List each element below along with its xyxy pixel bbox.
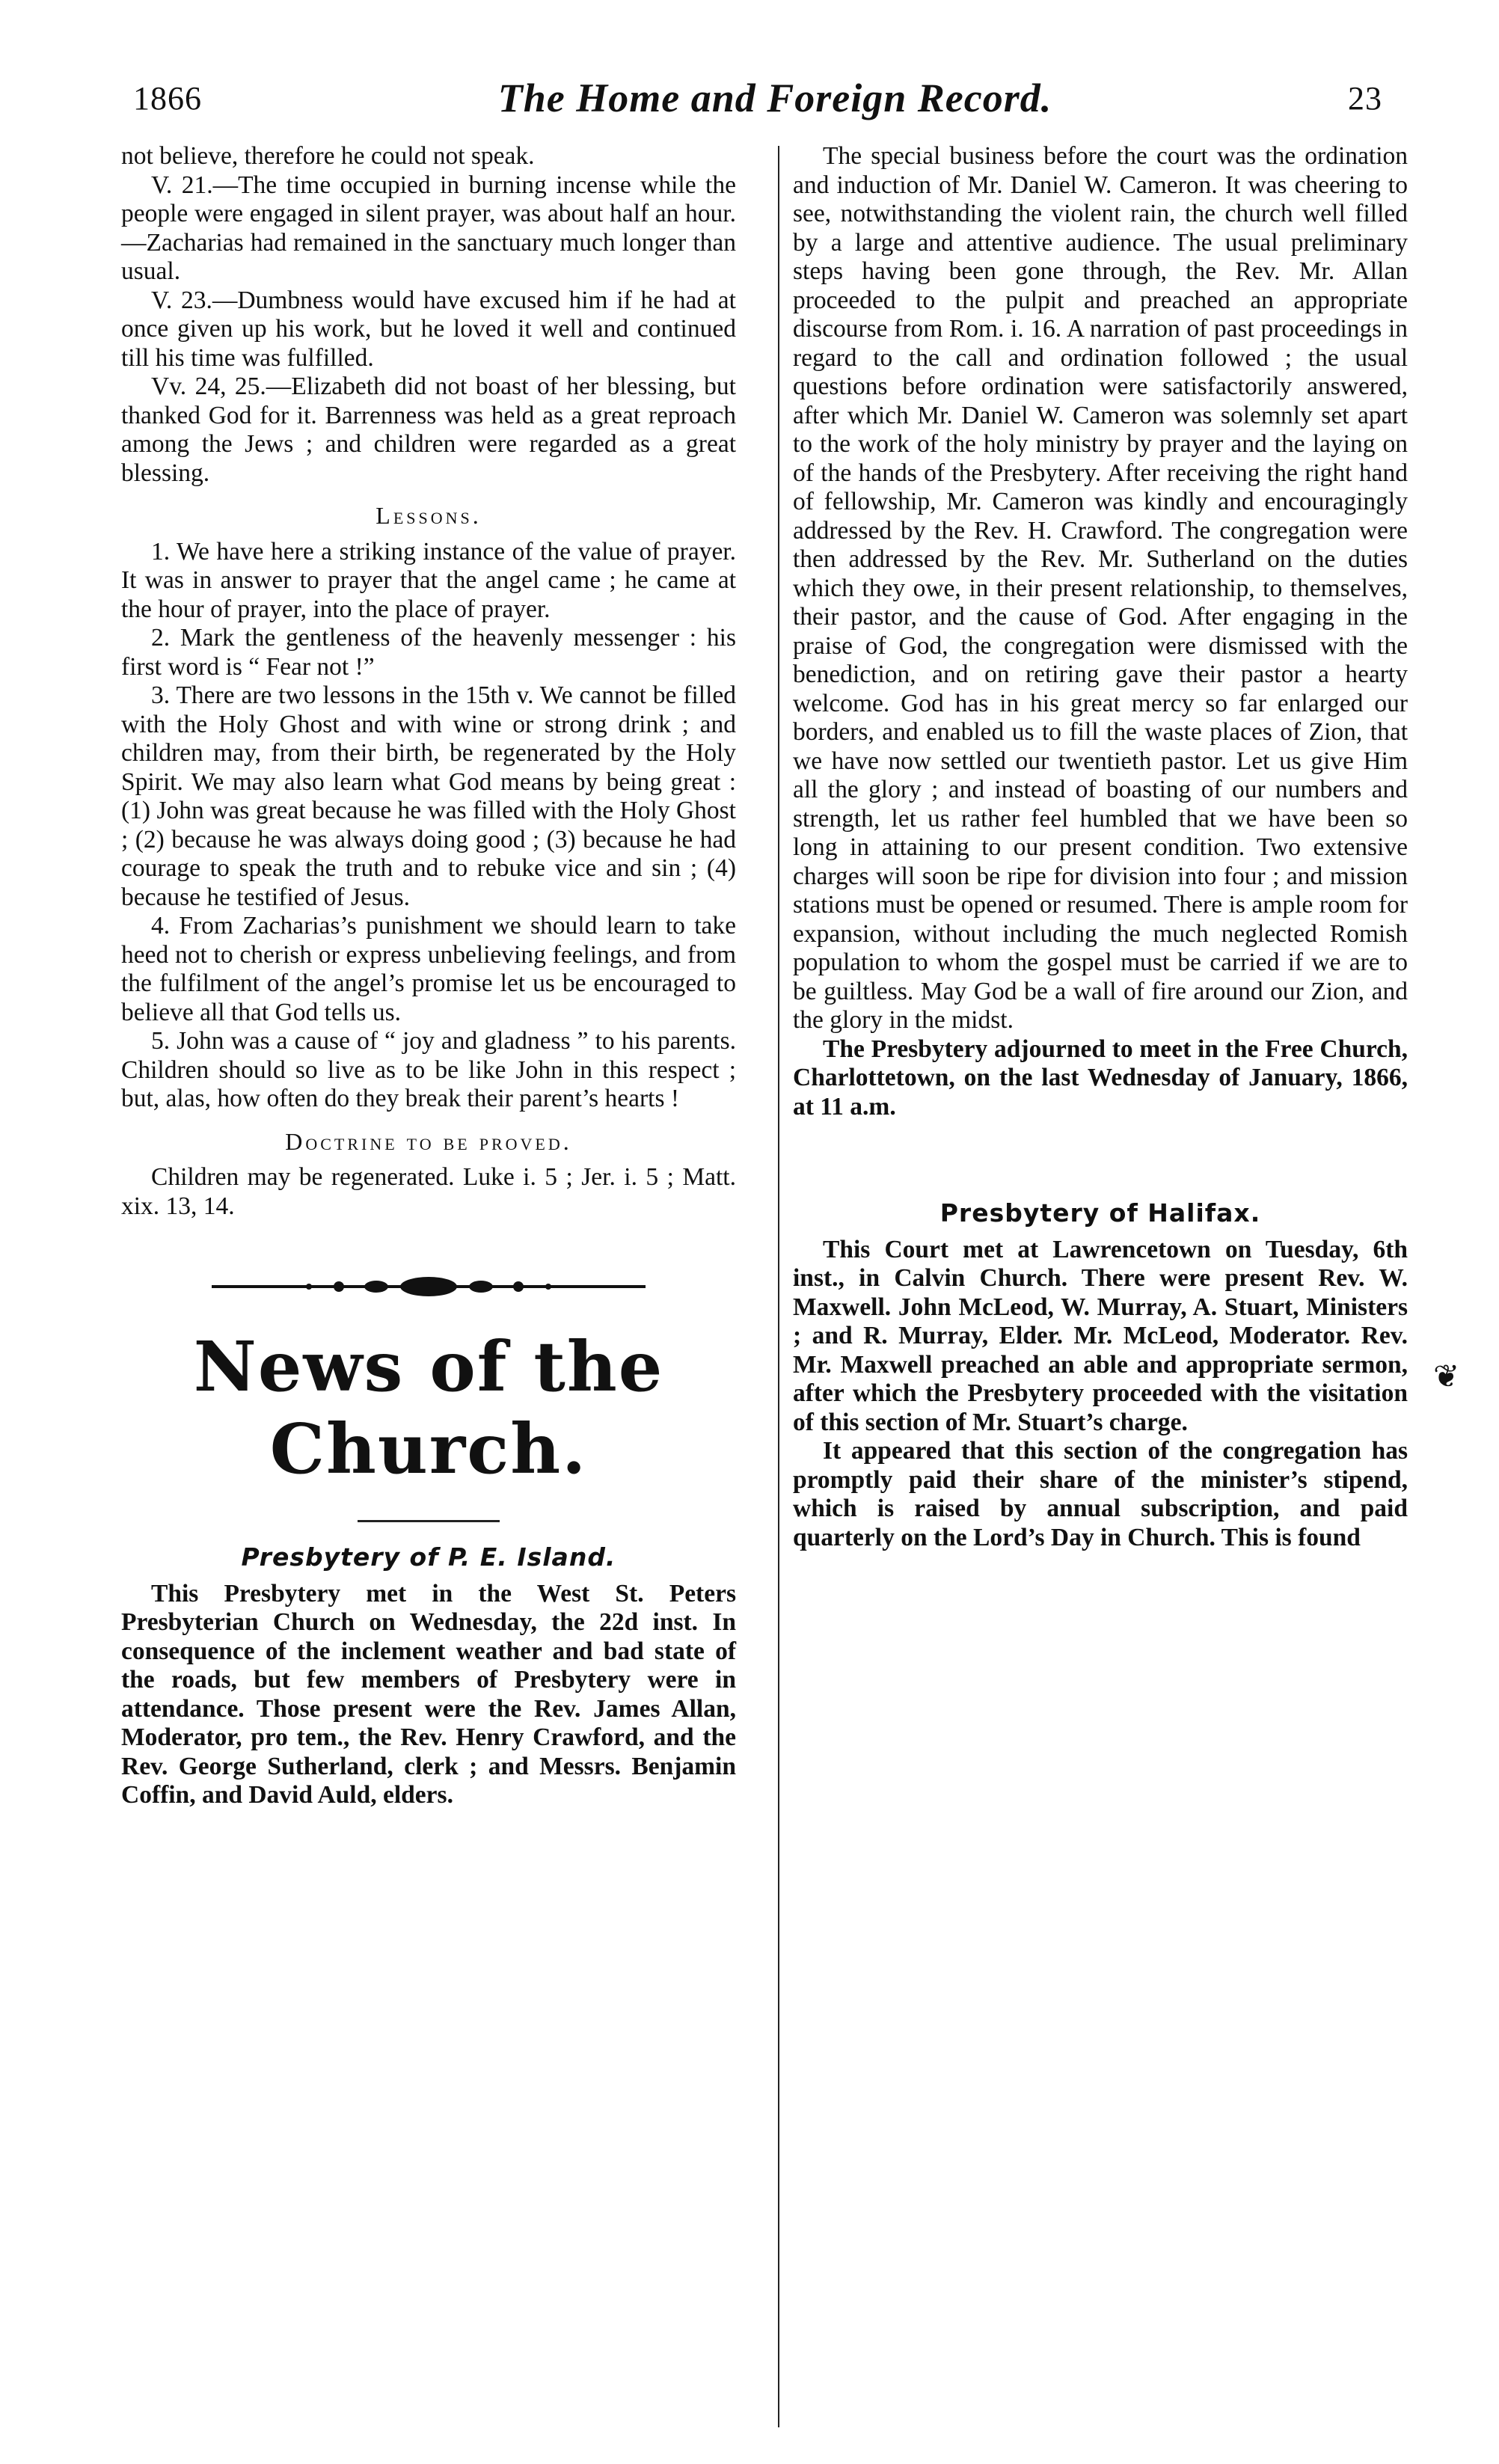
paragraph: It appeared that this section of the congregation has promptly paid their share of the minister’s stipend, which is raised by annual subscription, and paid quarterly on the Lord’s Day in Church. This is found	[793, 1437, 1408, 1551]
paragraph: not believe, therefore he could not speak.	[121, 142, 535, 170]
paragraph: The special business before the court was the ordination and induction of Mr. Daniel W. Cameron. It was cheering to see, notwithstanding the violent rain, the church well filled by a large and attentive audience. The usual preliminary steps having been gone through, the Rev. Mr. Allan proceeded to the pulpit and preached an appropriate discourse from Rom. i. 16. A narration of past proceedings in regard to the call and ordination followed ; the usual questions before ordination were satisfactorily answered, after which Mr. Daniel W. Cameron was solemnly set apart to the work of the holy ministry by prayer and the laying on of the hands of the Presbytery. After receiving the right hand of fellowship, Mr. Cameron was kindly and encouragingly addressed by the Rev. H. Crawford. The congregation were then addressed by the Rev. Mr. Sutherland on the duties which they owe, in their present relationship, to themselves, their pastor, and the cause of God. After engaging in the praise of God, the congregation were dismissed with the benediction, and on retiring gave their pastor a hearty welcome. God has in his great mercy so far enlarged our borders, and enabled us to fill the waste places of Zion, that we have now settled our twentieth pastor. Let us give Him all the glory ; and instead of boasting of our numbers and strength, let us rather feel humbled that we have been so long in attaining to our present condition. Two extensive charges will soon be ripe for division into four ; and mission stations must be opened or resumed. There is ample room for expansion, without including the much neglected Romish population to whom the gospel must be carried if we are to be guiltless. May God be a wall of fire around our Zion, and the glory in the midst.	[793, 142, 1408, 1034]
right-column	[793, 142, 1408, 1552]
pei-section-title: Presbytery of P. E. Island.	[241, 1542, 616, 1572]
margin-ornament-icon: ❦	[1433, 1360, 1460, 1394]
spacer	[793, 1121, 1408, 1193]
paragraph: V. 23.—Dumbness would have excused him if he had at once given up his work, but he loved it well and continued till his time was fulfilled.	[121, 286, 736, 372]
column-divider	[778, 146, 779, 2427]
running-header	[133, 69, 1382, 127]
paragraph: V. 21.—The time occupied in burning incense while the people were engaged in silent prayer, was about half an hour.—Zacharias had remained in the sanctuary much longer than usual.	[121, 171, 736, 285]
lesson-item: 1. We have here a striking instance of the value of prayer. It was in answer to prayer that the angel came ; he came at the hour of prayer, into the place of prayer.	[121, 537, 736, 623]
lesson-item: 2. Mark the gentleness of the heavenly messenger : his first word is “ Fear not !”	[121, 624, 736, 681]
divider	[358, 1520, 500, 1522]
paragraph: The Presbytery adjourned to meet in the Free Church, Charlottetown, on the last Wednesday of January, 1866, at 11 a.m.	[793, 1035, 1408, 1121]
paragraph: This Court met at Lawrencetown on Tuesday, 6th inst., in Calvin Church. There were present Rev. W. Maxwell. John McLeod, W. Murray, A. Stuart, Ministers ; and R. Murray, Elder. Mr. McLeod, Moderator. Rev. Mr. Maxwell preached an able and appropriate sermon, after which the Presbytery proceeded with the visitation of this section of Mr. Stuart’s charge.	[793, 1235, 1408, 1436]
lesson-item: 5. John was a cause of “ joy and gladness ” to his parents. Children should so live as to be like John in this respect ; but, alas, how often do they break their parent’s hearts !	[121, 1027, 736, 1112]
header-page-number: 23	[1348, 79, 1382, 117]
lesson-item: 4. From Zacharias’s punishment we should learn to take heed not to cherish or express unbelieving feelings, and from the fulfilment of the angel’s promise let us be encouraged to believe all that God tells us.	[121, 912, 736, 1026]
header-year: 1866	[133, 79, 202, 117]
doctrine-heading: Doctrine to be proved.	[285, 1127, 572, 1155]
lesson-item: 3. There are two lessons in the 15th v. We cannot be filled with the Holy Ghost and with wine or strong drink ; and children may, from their birth, be regenerated by the Holy Spirit. We may also learn what God means by being great : (1) John was great because he was filled with the Holy Ghost ; (2) because he was always doing good ; (3) because he had courage to speak the truth and to rebuke vice and sin ; (4) because he testified of Jesus.	[121, 681, 736, 911]
header-title: The Home and Foreign Record.	[497, 76, 1052, 120]
section-banner-title: News of the Church.	[193, 1326, 664, 1489]
paragraph: Vv. 24, 25.—Elizabeth did not boast of her blessing, but thanked God for it. Barrenness was held as a great reproach among the Jews ; and children were regarded as a great blessing.	[121, 373, 736, 487]
lessons-heading: Lessons.	[375, 502, 482, 529]
doctrine-text: Children may be regenerated. Luke i. 5 ; Jer. i. 5 ; Matt. xix. 13, 14.	[121, 1163, 736, 1220]
paragraph: This Presbytery met in the West St. Peters Presbyterian Church on Wednesday, the 22d inst. In consequence of the inclement weather and bad state of the roads, but few members of Presbytery were in attendance. Those present were the Rev. James Allan, Moderator, pro tem., the Rev. Henry Crawford, and the Rev. George Sutherland, clerk ; and Messrs. Benjamin Coffin, and David Auld, elders.	[121, 1579, 736, 1809]
halifax-section-title: Presbytery of Halifax.	[939, 1198, 1261, 1228]
ornamental-rule	[204, 1272, 653, 1302]
left-column	[121, 142, 736, 1810]
